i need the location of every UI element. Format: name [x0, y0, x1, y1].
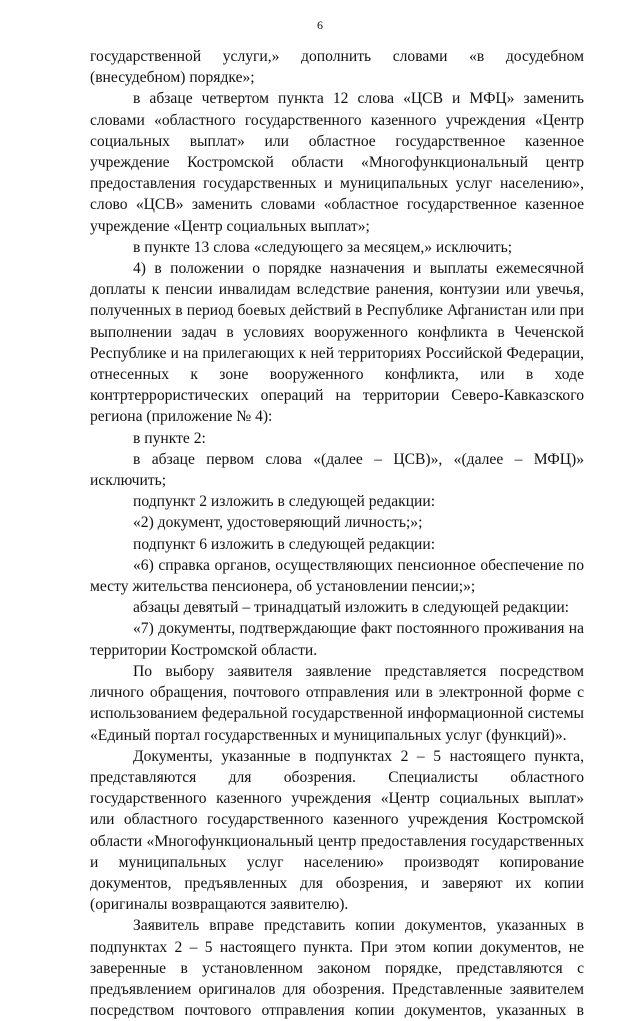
- page-number: 6: [317, 18, 323, 32]
- paragraph: подпункт 6 изложить в следующей редакции:: [133, 535, 436, 553]
- paragraph: Заявитель вправе представить копии документов, указанных в подпунктах 2 – 5 настоящего пункта. При этом копии документов, не заверенные в установленном законом порядке, представляются с предъявлением оригиналов для обозрения. Представленные заявителем посредством почтового отправления копии документов, указанных в: [90, 917, 584, 1020]
- paragraph: подпункт 2 изложить в следующей редакции:: [133, 493, 436, 511]
- paragraph: в пункте 13 слова «следующего за месяцем,» исключить;: [133, 238, 513, 256]
- paragraph: «6) справка органов, осуществляющих пенсионное обеспечение по месту жительства пенсионера, об установлении пенсии;»;: [90, 556, 584, 596]
- paragraph: Документы, указанные в подпунктах 2 – 5 настоящего пункта, представляются для обозрения. Специалисты областного государственного казенного учреждения «Центр социальных выплат» или областного государственного казенного учреждения Костромской области «Многофункциональный центр предоставления государственных и муниципальных услуг населению» производят копирование документов, предъявленных для обозрения, и заверяют их копии (оригиналы возвращаются заявителю).: [90, 747, 584, 914]
- paragraph: «2) документ, удостоверяющий личность;»;: [133, 514, 423, 532]
- paragraph: абзацы девятый – тринадцатый изложить в следующей редакции:: [133, 599, 570, 617]
- paragraph: «7) документы, подтверждающие факт постоянного проживания на территории Костромской области.: [90, 620, 584, 659]
- paragraph: государственной услуги,» дополнить словами «в досудебном (внесудебном) порядке»;: [90, 48, 584, 87]
- document-body: [90, 46, 584, 1021]
- paragraph: в пункте 2:: [133, 429, 206, 447]
- paragraph: в абзаце первом слова «(далее – ЦСВ)», «(далее – МФЦ)» исключить;: [90, 450, 584, 490]
- paragraph: По выбору заявителя заявление представляется посредством личного обращения, почтового отправления или в электронной форме с использованием федеральной государственной информационной системы «Единый портал государственных и муниципальных услуг (функций)».: [90, 662, 584, 744]
- paragraph: в абзаце четвертом пункта 12 слова «ЦСВ и МФЦ» заменить словами «областного государственного казенного учреждения «Центр социальных выплат» или областное государственное казенное учреждение Костромской области «Многофункциональный центр предоставления государственных и муниципальных услуг населению», слово «ЦСВ» заменить словами «областное государственное казенное учреждение «Центр социальных выплат»;: [90, 90, 584, 235]
- paragraph: 4) в положении о порядке назначения и выплаты ежемесячной доплаты к пенсии инвалидам вследствие ранения, контузии или увечья, полученных в период боевых действий в Республике Афганистан или при выполнении задач в условиях вооруженного конфликта в Чеченской Республике и на прилегающих к ней территориях Российской Федерации, отнесенных к зоне вооруженного конфликта, или в ходе контртеррористических операций на территории Северо-Кавказского региона (приложение № 4):: [90, 260, 584, 426]
